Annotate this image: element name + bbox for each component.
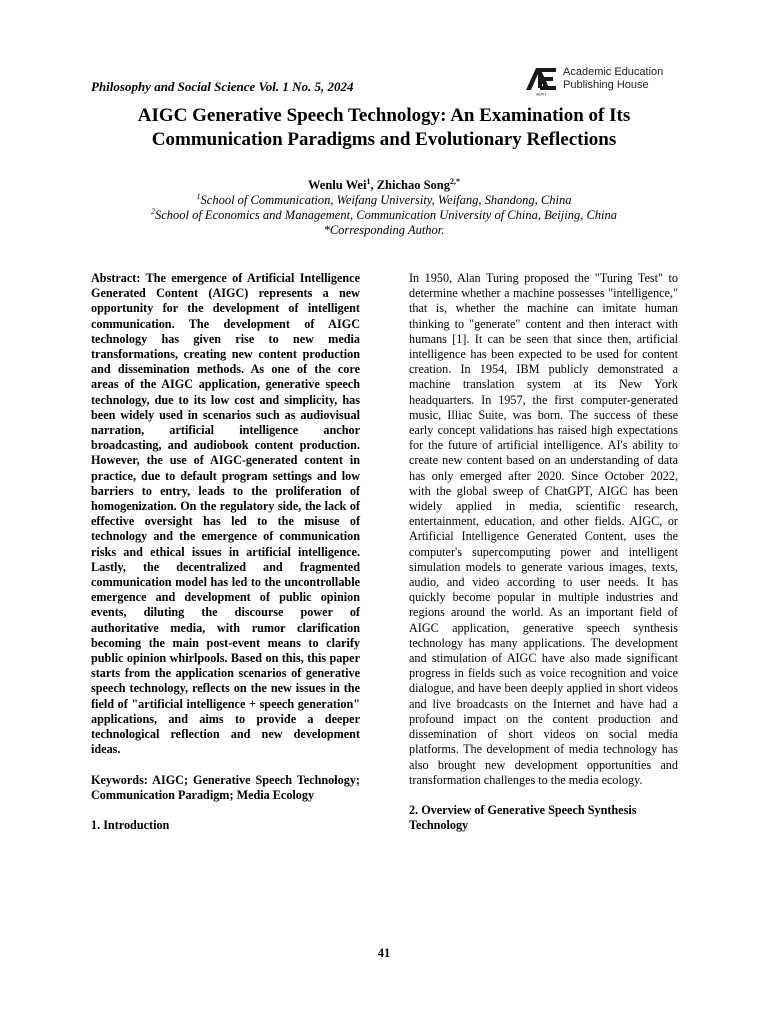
right-column	[409, 271, 678, 833]
publisher-name-line1: Academic Education	[563, 66, 664, 78]
introduction-paragraph: In 1950, Alan Turing proposed the "Turing Test" to determine whether a machine possesses "intelligence," that is, whether the machine can imitate human thinking to "generate" content and then interact with humans [1]. It can be seen that since then, artificial intelligence has been expected to be used for content creation. In 1954, IBM publicly demonstrated a machine translation system at its New York headquarters. In 1957, the first computer-generated music, Illiac Suite, was born. The success of these early concept validations has raised high expectations for the future of artificial intelligence. AI's ability to create new content based on an understanding of data has only emerged after 2020. Since October 2022, with the global sweep of ChatGPT, AIGC has been widely applied in media, scientific research, entertainment, education, and other fields. AIGC, or Artificial Intelligence Generated Content, uses the computer's supercomputing power and intelligent simulation models to generate various images, texts, audio, and video according to user needs. It has quickly become popular in multiple industries and regions around the world. As an important field of AIGC application, generative speech synthesis technology has many applications. The development and stimulation of AIGC have also made significant progress in fields such as voice recognition and voice dialogue, and have been deeply applied in short videos and live broadcasts on the Internet and have had a profound impact on the content production and dissemination of short videos on social media platforms. The development of media technology has also brought new development opportunities and transformation challenges to the media ecology.	[409, 271, 678, 787]
page-number: 41	[377, 946, 391, 960]
publisher-name	[563, 66, 663, 92]
publisher-name-line2: Publishing House	[563, 79, 649, 91]
section-2-heading: 2. Overview of Generative Speech Synthesis Technology	[409, 802, 637, 833]
author-names	[60, 178, 708, 193]
paper-title	[60, 104, 708, 152]
publisher-logo	[524, 64, 558, 96]
paper-title-line2: Communication Paradigms and Evolutionary Reflections	[151, 129, 617, 150]
section-1-heading: 1. Introduction	[91, 817, 170, 832]
author-2: Zhichao Song	[376, 178, 450, 192]
publisher-block	[524, 64, 694, 96]
corresponding-author-note: *Corresponding Author.	[323, 223, 445, 237]
author-separator: ,	[370, 178, 377, 192]
journal-info: Philosophy and Social Science Vol. 1 No. 5, 2024	[91, 79, 354, 94]
affiliation-1-text: School of Communication, Weifang University, Weifang, Shandong, China	[200, 193, 572, 207]
author-2-affiliation-mark: 2,*	[450, 176, 460, 186]
publisher-logo-text: AEPH	[536, 92, 546, 96]
affiliation-1	[60, 193, 708, 208]
affiliation-1-mark: 1	[196, 191, 201, 201]
abstract: Abstract: The emergence of Artificial Intelligence Generated Content (AIGC) represents a new opportunity for the development of intelligent communication. The development of AIGC technology has given rise to new media transformations, creating new content production and dissemination methods. As one of the core areas of the AIGC application, generative speech technology, due to its low cost and simplicity, has been widely used in scenarios such as audiovisual narration, artificial intelligence anchor broadcasting, and audiobook content production. However, the use of AIGC-generated content in practice, due to default program settings and low barriers to entry, leads to the proliferation of homogenization. On the regulatory side, the lack of effective oversight has led to the misuse of technology and the emergence of communication risks and ethical issues in artificial intelligence. Lastly, the decentralized and fragmented communication model has led to the uncontrollable emergence and development of public opinion events, diluting the discourse power of authoritative media, with rumor clarification becoming the main post-event means to clarify public opinion whirlpools. Based on this, this paper starts from the application scenarios of generative speech technology, reflects on the new issues in the field of "artificial intelligence + speech generation" applications, and aims to provide a deeper technological reflection and new development ideas.	[91, 271, 360, 757]
affiliation-2	[60, 208, 708, 223]
affiliation-2-text: School of Economics and Management, Communication University of China, Beijing, China	[154, 208, 618, 222]
keywords: Keywords: AIGC; Generative Speech Technology; Communication Paradigm; Media Ecology	[91, 772, 360, 802]
paper-title-line1: AIGC Generative Speech Technology: An Examination of Its	[137, 105, 631, 126]
left-column	[91, 271, 360, 833]
affiliation-2-mark: 2	[150, 206, 155, 216]
author-1: Wenlu Wei	[307, 178, 367, 192]
author-1-affiliation-mark: 1	[366, 176, 371, 186]
author-block	[60, 178, 708, 238]
